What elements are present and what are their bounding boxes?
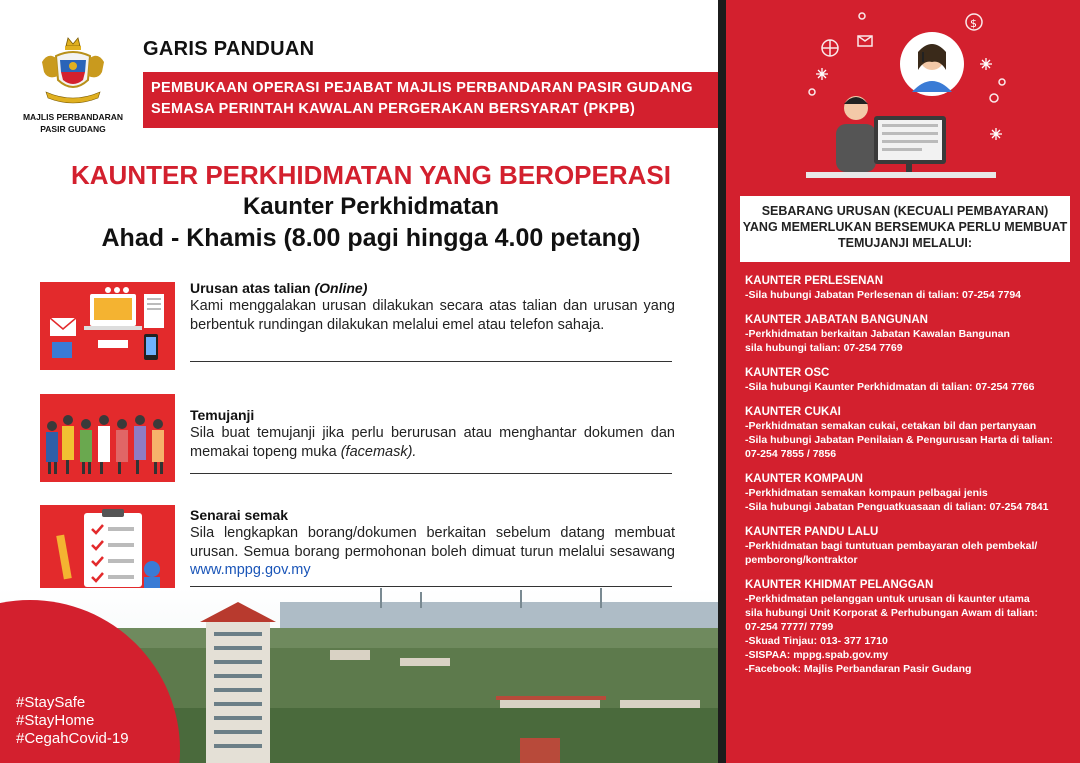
logo-name-line1: MAJLIS PERBANDARAN (22, 112, 124, 122)
appointment-info-box (740, 196, 1070, 262)
counter-detail: 07-254 7777/ 7799 (745, 621, 834, 633)
info-line1: SEBARANG URUSAN (KECUALI PEMBAYARAN) (761, 204, 1049, 218)
divider (190, 586, 672, 587)
counter-detail: -Perkhidmatan bagi tuntutuan pembayaran oleh pembekal/ (745, 540, 1038, 552)
counter-tax (745, 405, 1080, 461)
counter-detail: -Sila hubungi Kaunter Perkhidmatan di talian: 07-254 7766 (745, 381, 1035, 393)
council-logo (18, 36, 128, 134)
hashtag-staysafe: #StaySafe (16, 694, 86, 711)
subtitle-line2: SEMASA PERINTAH KAWALAN PERGERAKAN BERSYARAT (PKPB) (151, 101, 636, 117)
item-checklist-desc: Sila lengkapkan borang/dokumen berkaitan sebelum datang membuat urusan. Semua borang permohonan boleh dimuat turun melalui sesawang www.mppg.gov.my (190, 525, 675, 578)
counter-list (745, 274, 1080, 687)
checklist-icon (40, 505, 175, 593)
website-link[interactable]: www.mppg.gov.my (190, 562, 311, 578)
counter-detail: -Sila hubungi Jabatan Penguatkuasaan di talian: 07-254 7841 (745, 501, 1049, 513)
page-title: GARIS PANDUAN (143, 38, 315, 60)
counter-title: KAUNTER CUKAI (745, 406, 841, 418)
counter-title: KAUNTER KOMPAUN (745, 473, 863, 485)
crest-icon (36, 36, 110, 110)
subtitle-line1: PEMBUKAAN OPERASI PEJABAT MAJLIS PERBANDARAN PASIR GUDANG (151, 80, 693, 96)
counter-detail: -Perkhidmatan berkaitan Jabatan Kawalan Bangunan (745, 328, 1010, 340)
online-services-icon (40, 282, 175, 370)
item-checklist-title: Senarai semak (190, 507, 289, 523)
counter-title: KAUNTER OSC (745, 367, 830, 379)
counter-title: KAUNTER KHIDMAT PELANGGAN (745, 579, 934, 591)
counter-compound (745, 472, 1080, 514)
counter-detail: -Sila hubungi Jabatan Penilaian & Pengurusan Harta di talian: (745, 434, 1054, 446)
item-appointment-desc: Sila buat temujanji jika perlu berurusan atau menghantar dokumen dan memakai topeng muka (facemask). (190, 425, 675, 460)
logo-name-line2: PASIR GUDANG (40, 124, 106, 134)
info-line3: TEMUJANJI MELALUI: (837, 236, 973, 250)
counter-building (745, 313, 1080, 355)
item-online-desc: Kami menggalakan urusan dilakukan secara atas talian dan urusan yang berbentuk rundingan dilakukan melalui emel atau telefon sahaja. (190, 298, 675, 333)
counter-customer-service (745, 578, 1080, 676)
section-subheadline: Kaunter Perkhidmatan (242, 193, 500, 220)
counter-detail: -SISPAA: mppg.spab.gov.my (745, 649, 889, 661)
operating-hours: Ahad - Khamis (8.00 pagi hingga 4.00 petang) (101, 224, 641, 252)
item-checklist (190, 507, 675, 580)
counter-detail: sila hubungi talian: 07-254 7769 (745, 342, 903, 354)
counter-detail: -Perkhidmatan pelanggan untuk urusan di kaunter utama (745, 593, 1030, 605)
item-appointment-title: Temujanji (190, 407, 255, 423)
item-appointment (190, 407, 675, 461)
section-headline: KAUNTER PERKHIDMATAN YANG BEROPERASI (71, 160, 671, 190)
item-online (190, 280, 675, 334)
svg-text:$: $ (970, 17, 977, 30)
counter-detail: pemborong/kontraktor (745, 554, 858, 566)
counter-title: KAUNTER JABATAN BANGUNAN (745, 314, 928, 326)
hashtag-cegahcovid: #CegahCovid-19 (16, 730, 129, 747)
counter-drive-through (745, 525, 1080, 567)
counter-detail: -Sila hubungi Jabatan Perlesenan di talian: 07-254 7794 (745, 289, 1022, 301)
counter-osc (745, 366, 1080, 394)
counter-licensing (745, 274, 1080, 302)
counter-detail: -Skuad Tinjau: 013- 377 1710 (745, 635, 888, 647)
counter-title: KAUNTER PANDU LALU (745, 526, 879, 538)
customer-service-illustration (726, 0, 1080, 190)
subtitle-banner (143, 72, 718, 128)
counter-detail: -Perkhidmatan semakan kompaun pelbagai jenis (745, 487, 988, 499)
right-panel (718, 0, 1080, 763)
divider (190, 473, 672, 474)
people-queue-icon (40, 394, 175, 482)
hashtags (16, 694, 129, 748)
divider (190, 361, 672, 362)
item-online-title: Urusan atas talian (Online) (190, 280, 368, 296)
counter-title: KAUNTER PERLESENAN (745, 275, 884, 287)
info-line2: YANG MEMERLUKAN BERSEMUKA PERLU MEMBUAT (742, 220, 1068, 234)
hashtag-stayhome: #StayHome (16, 712, 95, 729)
counter-detail: -Facebook: Majlis Perbandaran Pasir Gudang (745, 663, 972, 675)
counter-detail: 07-254 7855 / 7856 (745, 448, 837, 460)
counter-detail: -Perkhidmatan semakan cukai, cetakan bil dan pertanyaan (745, 420, 1037, 432)
counter-detail: sila hubungi Unit Korporat & Perhubungan Awam di talian: (745, 607, 1038, 619)
